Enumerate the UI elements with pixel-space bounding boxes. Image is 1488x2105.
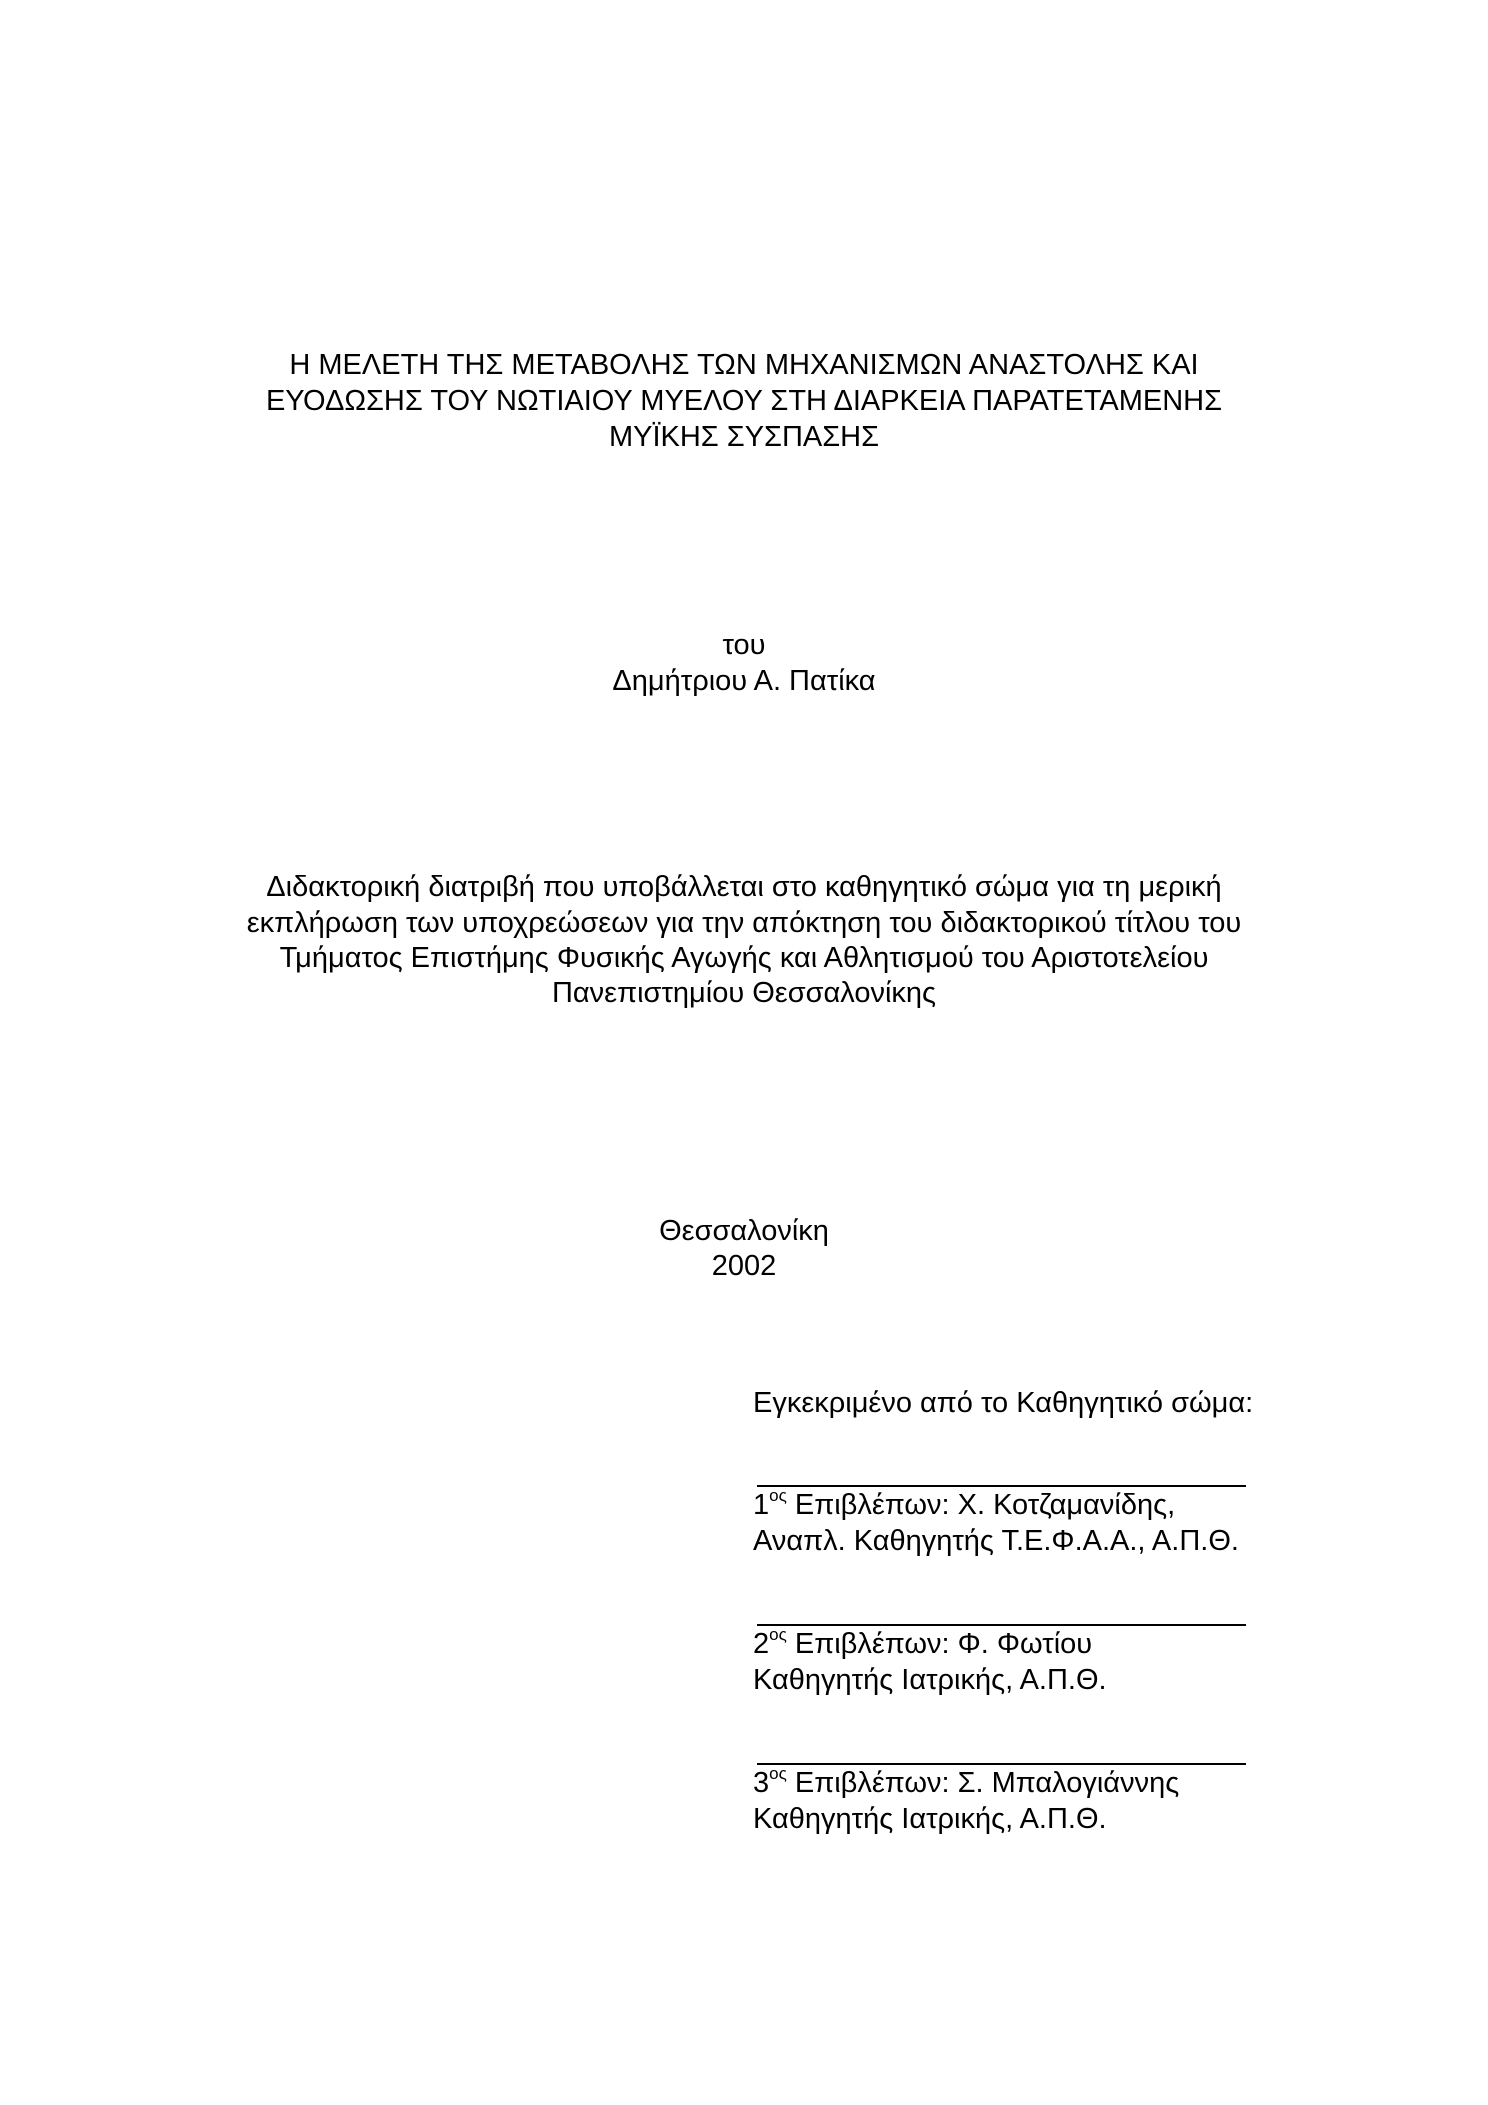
supervisor-3-position: Καθηγητής Ιατρικής, Α.Π.Θ.	[753, 1803, 1107, 1835]
supervisor-3-title	[753, 1766, 1179, 1801]
description-line-1: Διδακτορική διατριβή που υποβάλλεται στο καθηγητικό σώμα για τη μερική	[266, 871, 1222, 903]
supervisor-1-role-name: Επιβλέπων: Χ. Κοτζαμανίδης,	[786, 1489, 1176, 1521]
supervisor-1-number: 1	[753, 1489, 770, 1521]
supervisor-2-number: 2	[753, 1628, 770, 1660]
title-line-2: ΕΥΟΔΩΣΗΣ ΤΟΥ ΝΩΤΙΑΙΟΥ ΜΥΕΛΟΥ ΣΤΗ ΔΙΑΡΚΕΙΑ ΠΑΡΑΤΕΤΑΜΕΝΗΣ	[265, 385, 1223, 417]
title-line-3: ΜΥΪΚΗΣ ΣΥΣΠΑΣΗΣ	[608, 421, 880, 453]
supervisor-3-number: 3	[753, 1767, 770, 1799]
supervisor-2-role-name: Επιβλέπων: Φ. Φωτίου	[786, 1628, 1093, 1660]
signature-line-1	[757, 1485, 1246, 1487]
supervisor-2-title	[753, 1627, 1092, 1662]
title-line-1: Η ΜΕΛΕΤΗ ΤΗΣ ΜΕΤΑΒΟΛΗΣ ΤΩΝ ΜΗΧΑΝΙΣΜΩΝ ΑΝΑΣΤΟΛΗΣ ΚΑΙ	[289, 349, 1199, 381]
description-line-4: Πανεπιστημίου Θεσσαλονίκης	[551, 977, 937, 1009]
signature-line-2	[757, 1624, 1246, 1626]
supervisor-1-title	[753, 1488, 1175, 1523]
supervisor-1-position: Αναπλ. Καθηγητής Τ.Ε.Φ.Α.Α., Α.Π.Θ.	[753, 1525, 1239, 1557]
description-line-2: εκπλήρωση των υποχρεώσεων για την απόκτηση του διδακτορικού τίτλου του	[246, 907, 1242, 939]
supervisor-3-ordinal: ος	[769, 1764, 787, 1784]
author-prefix: του	[722, 629, 766, 661]
supervisor-1-ordinal: ος	[769, 1486, 787, 1506]
supervisor-3-role-name: Επιβλέπων: Σ. Μπαλογιάννης	[786, 1767, 1180, 1799]
supervisor-2-position: Καθηγητής Ιατρικής, Α.Π.Θ.	[753, 1664, 1107, 1696]
signature-line-3	[757, 1763, 1246, 1765]
approval-heading: Εγκεκριμένο από το Καθηγητικό σώμα:	[753, 1387, 1254, 1419]
year: 2002	[711, 1250, 777, 1282]
author-name: Δημήτριου Α. Πατίκα	[612, 665, 876, 697]
place: Θεσσαλονίκη	[659, 1215, 829, 1247]
supervisor-2-ordinal: ος	[769, 1625, 787, 1645]
description-line-3: Τμήματος Επιστήμης Φυσικής Αγωγής και Αθλητισμού του Αριστοτελείου	[279, 942, 1209, 974]
